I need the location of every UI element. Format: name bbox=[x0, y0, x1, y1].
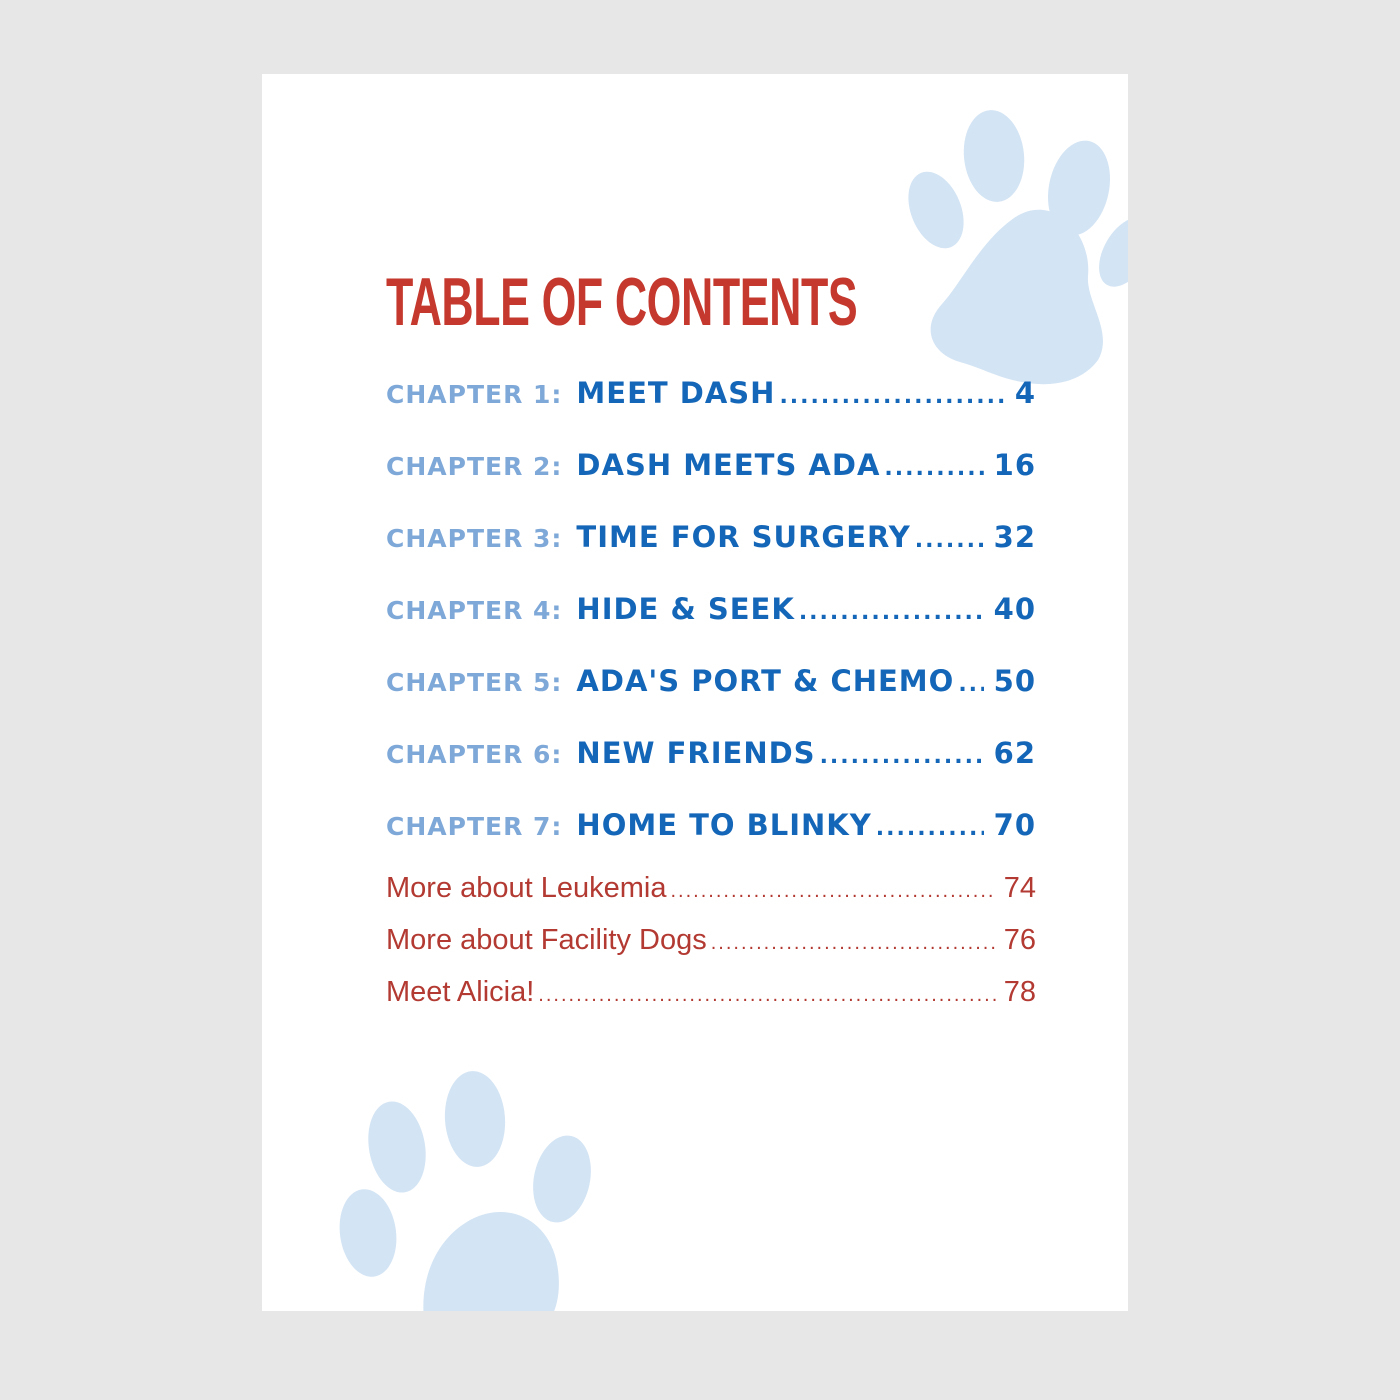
toc-entry-more-about-leukemia[interactable] bbox=[386, 872, 1036, 905]
toc-entry-chapter-4[interactable] bbox=[386, 592, 1036, 626]
chapter-label: CHAPTER 7: bbox=[386, 812, 563, 841]
dot-leader bbox=[884, 456, 983, 481]
page-number: 4 bbox=[1014, 376, 1036, 410]
dot-leader bbox=[958, 672, 983, 697]
chapter-title: TIME FOR SURGERY bbox=[576, 520, 911, 554]
chapter-title: DASH MEETS ADA bbox=[576, 448, 881, 482]
chapter-title: NEW FRIENDS bbox=[576, 736, 816, 770]
toc-entry-meet-alicia[interactable] bbox=[386, 976, 1036, 1009]
page-number: 70 bbox=[993, 808, 1036, 842]
toc-entry-chapter-3[interactable] bbox=[386, 520, 1036, 554]
toc-entry-chapter-1[interactable] bbox=[386, 376, 1036, 410]
chapter-label: CHAPTER 2: bbox=[386, 452, 563, 481]
chapter-label: CHAPTER 1: bbox=[386, 380, 563, 409]
entry-title: Meet Alicia! bbox=[386, 976, 535, 1008]
toc-entry-chapter-5[interactable] bbox=[386, 664, 1036, 698]
dot-leader bbox=[915, 528, 984, 553]
page-number: 76 bbox=[1003, 924, 1036, 956]
toc-entry-more-about-facility-dogs[interactable] bbox=[386, 924, 1036, 957]
entry-title: More about Facility Dogs bbox=[386, 924, 707, 956]
chapter-label: CHAPTER 5: bbox=[386, 668, 563, 697]
paw-print-icon bbox=[332, 1069, 602, 1311]
chapter-title: ADA'S PORT & CHEMO bbox=[576, 664, 955, 698]
chapter-title: MEET DASH bbox=[576, 376, 776, 410]
book-page bbox=[262, 74, 1128, 1311]
toc-entry-chapter-6[interactable] bbox=[386, 736, 1036, 770]
dot-leader bbox=[538, 984, 995, 1007]
chapter-title: HIDE & SEEK bbox=[576, 592, 795, 626]
chapter-label: CHAPTER 4: bbox=[386, 596, 563, 625]
dot-leader bbox=[779, 384, 1004, 409]
page-number: 78 bbox=[1003, 976, 1036, 1008]
toc-entry-chapter-7[interactable] bbox=[386, 808, 1036, 842]
dot-leader bbox=[711, 932, 996, 955]
dot-leader bbox=[820, 744, 984, 769]
page-title: TABLE OF CONTENTS bbox=[386, 265, 858, 341]
dot-leader bbox=[876, 816, 984, 841]
page-number: 32 bbox=[993, 520, 1036, 554]
chapter-label: CHAPTER 3: bbox=[386, 524, 563, 553]
chapter-label: CHAPTER 6: bbox=[386, 740, 563, 769]
page-number: 62 bbox=[993, 736, 1036, 770]
page-number: 40 bbox=[993, 592, 1036, 626]
entry-title: More about Leukemia bbox=[386, 872, 667, 904]
chapter-title: HOME TO BLINKY bbox=[576, 808, 872, 842]
page-number: 74 bbox=[1003, 872, 1036, 904]
toc-entry-chapter-2[interactable] bbox=[386, 448, 1036, 482]
dot-leader bbox=[799, 600, 984, 625]
dot-leader bbox=[671, 880, 996, 903]
paw-print-icon bbox=[902, 92, 1128, 402]
page-number: 50 bbox=[993, 664, 1036, 698]
page-number: 16 bbox=[993, 448, 1036, 482]
